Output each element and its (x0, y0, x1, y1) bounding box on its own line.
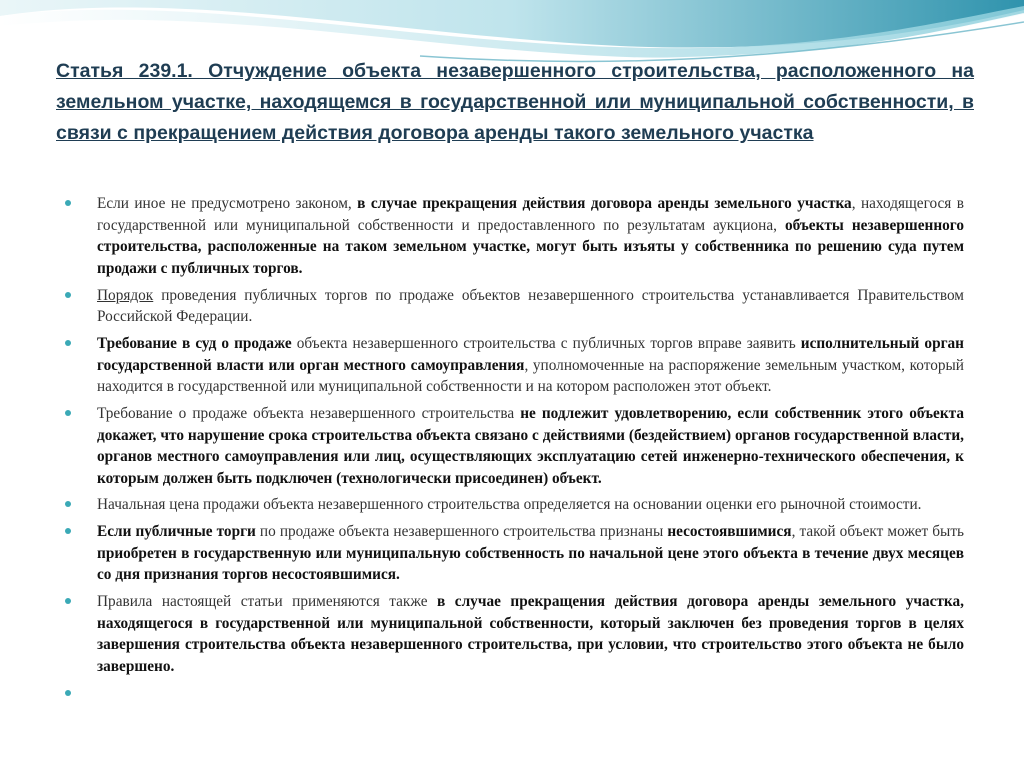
list-item: Требование в суд о продаже объекта незавершенного строительства с публичных торгов вправе заявить исполнительный орган государственной власти или орган местного самоуправления, уполномоченные на распоряжение земельным участком, который находится в государственной или муниципальной собственности и на котором расположен этот объект. (62, 333, 964, 398)
list-item: Если публичные торги по продаже объекта незавершенного строительства признаны несостоявшимися, такой объект может быть приобретен в государственную или муниципальную собственность по начальной цене этого объекта в течение двух месяцев со дня признания торгов несостоявшимися. (62, 521, 964, 586)
bullet-icon (65, 690, 71, 696)
bullet-icon (65, 528, 71, 534)
page-title: Статья 239.1. Отчуждение объекта незавершенного строительства, расположенного на земельном участке, находящемся в государственной или муниципальной собственности, в связи с прекращением действия договора аренды такого земельного участка (56, 60, 974, 144)
list-item: Требование о продаже объекта незавершенного строительства не подлежит удовлетворению, если собственник этого объекта докажет, что нарушение срока строительства объекта связано с действиями (бездействием) органов государственной власти, органов местного самоуправления или лиц, осуществляющих эксплуатацию сетей инженерно-технического обеспечения, к которым должен быть подключен (технологически присоединен) объект. (62, 403, 964, 489)
list-item: Если иное не предусмотрено законом, в случае прекращения действия договора аренды земельного участка, находящегося в государственной или муниципальной собственности и предоставленного по результатам аукциона, объекты незавершенного строительства, расположенные на таком земельном участке, могут быть изъяты у собственника по решению суда путем продажи с публичных торгов. (62, 193, 964, 279)
bullet-icon (65, 598, 71, 604)
bullet-icon (65, 340, 71, 346)
list-item: Начальная цена продажи объекта незавершенного строительства определяется на основании оценки его рыночной стоимости. (62, 494, 964, 516)
bullet-icon (65, 200, 71, 206)
bullet-icon (65, 410, 71, 416)
list-item-empty (62, 683, 964, 705)
list-item: Правила настоящей статьи применяются также в случае прекращения действия договора аренды земельного участка, находящегося в государственной или муниципальной собственности, который заключен без проведения торгов в целях завершения строительства объекта незавершенного строительства, при условии, что строительство этого объекта не было завершено. (62, 591, 964, 677)
list-item: Порядок проведения публичных торгов по продаже объектов незавершенного строительства устанавливается Правительством Российской Федерации. (62, 285, 964, 328)
bullet-icon (65, 292, 71, 298)
bullet-icon (65, 501, 71, 507)
article-bullet-list (62, 193, 964, 710)
procedure-link[interactable]: Порядок (97, 286, 154, 304)
